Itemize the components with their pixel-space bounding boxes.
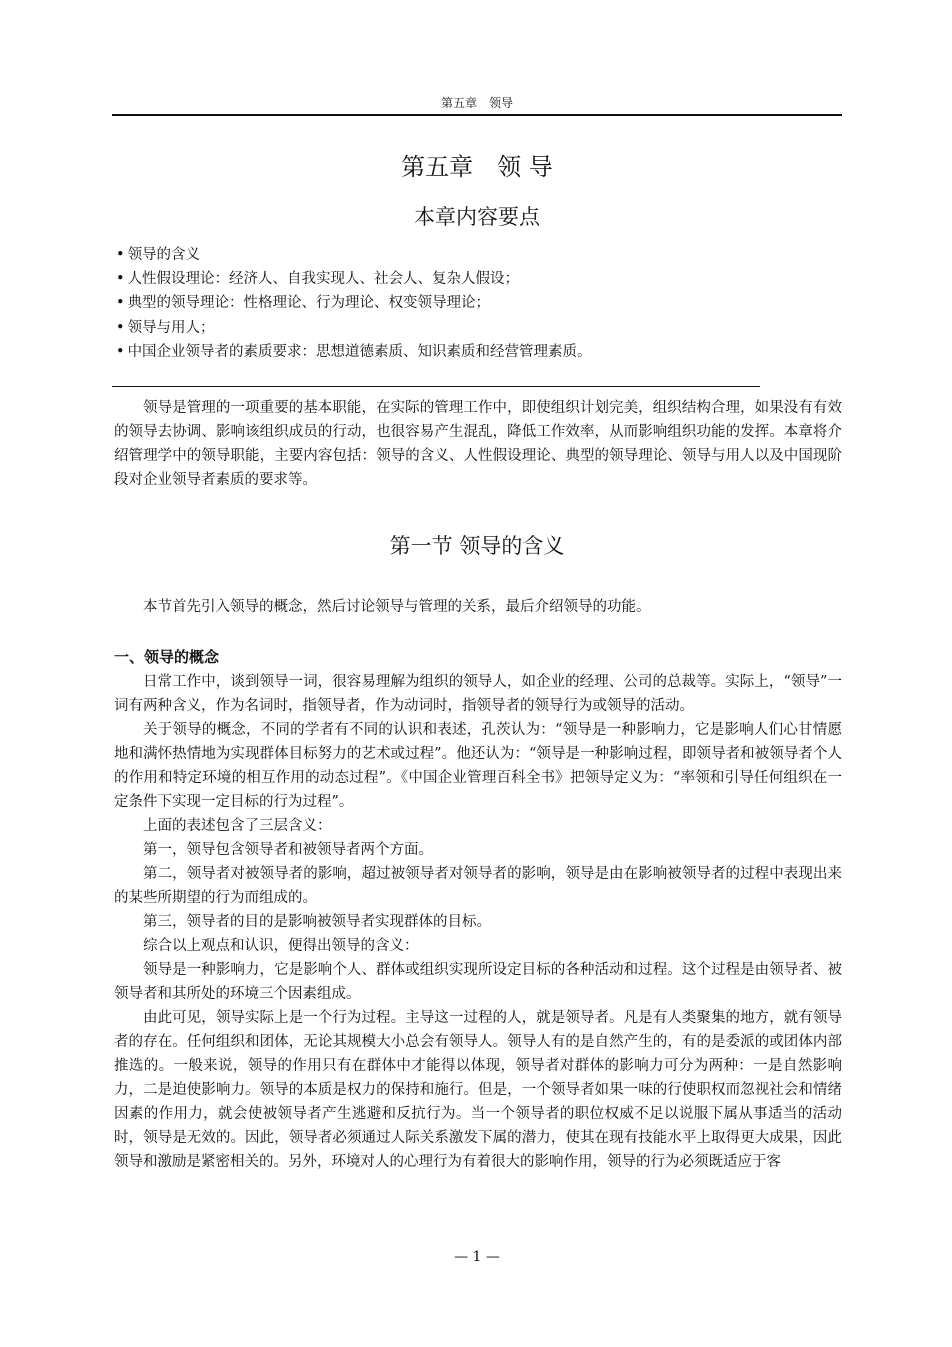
key-point-item: • 领导与用人； bbox=[116, 316, 816, 340]
key-point-item: • 领导的含义 bbox=[116, 243, 816, 267]
chapter-subtitle: 本章内容要点 bbox=[414, 205, 540, 229]
running-header: 第五章 领导 bbox=[440, 96, 513, 110]
key-point-item: • 人性假设理论：经济人、自我实现人、社会人、复杂人假设； bbox=[116, 267, 816, 291]
key-point-item: • 中国企业领导者的素质要求：思想道德素质、知识素质和经营管理素质。 bbox=[116, 340, 816, 364]
section-intro bbox=[114, 595, 842, 619]
page-number: — 1 — bbox=[454, 1249, 500, 1265]
subsection-body bbox=[114, 670, 842, 1174]
key-points-list bbox=[116, 243, 816, 364]
summary-divider bbox=[112, 386, 760, 387]
body-paragraph: 日常工作中，谈到领导一词，很容易理解为组织的领导人，如企业的经理、公司的总裁等。实际上，“领导”一词有两种含义，作为名词时，指领导者，作为动词时，指领导者的领导行为或领导的活动。 bbox=[114, 674, 842, 714]
body-paragraph: 第三，领导者的目的是影响被领导者实现群体的目标。 bbox=[143, 914, 491, 930]
chapter-title: 第五章 领 导 bbox=[401, 153, 553, 181]
body-paragraph: 第一，领导包含领导者和被领导者两个方面。 bbox=[143, 842, 433, 858]
intro-paragraph: 领导是管理的一项重要的基本职能，在实际的管理工作中，即使组织计划完美，组织结构合理，如果没有有效的领导去协调、影响该组织成员的行动，也很容易产生混乱，降低工作效率，从而影响组织功能的发挥。本章将介绍管理学中的领导职能，主要内容包括：领导的含义、人性假设理论、典型的领导理论、领导与用人以及中国现阶段对企业领导者素质的要求等。 bbox=[114, 400, 842, 488]
body-paragraph: 第二，领导者对被领导者的影响，超过被领导者对领导者的影响，领导是由在影响被领导者的过程中表现出来的某些所期望的行为而组成的。 bbox=[114, 866, 842, 906]
body-paragraph: 综合以上观点和认识，便得出领导的含义： bbox=[143, 938, 419, 954]
header-rule bbox=[112, 114, 842, 116]
body-paragraph: 由此可见，领导实际上是一个行为过程。主导这一过程的人，就是领导者。凡是有人类聚集的地方，就有领导者的存在。任何组织和团体，无论其规模大小总会有领导人。领导人有的是自然产生的，有的是委派的或团体内部推选的。一般来说，领导的作用只有在群体中才能得以体现，领导者对群体的影响力可分为两种：一是自然影响力，二是迫使影响力。领导的本质是权力的保持和施行。但是，一个领导者如果一味的行使职权而忽视社会和情绪因素的作用力，就会使被领导者产生逃避和反抗行为。当一个领导者的职位权威不足以说服下属从事适当的活动时，领导是无效的。因此，领导者必须通过人际关系激发下属的潜力，使其在现有技能水平上取得更大成果，因此领导和激励是紧密相关的。另外，环境对人的心理行为有着很大的影响作用，领导的行为必须既适应于客 bbox=[114, 1010, 842, 1170]
section-title: 第一节 领导的含义 bbox=[389, 534, 565, 558]
key-point-item: • 典型的领导理论：性格理论、行为理论、权变领导理论； bbox=[116, 291, 816, 315]
subsection-heading: 一、领导的概念 bbox=[114, 648, 220, 666]
body-paragraph: 关于领导的概念，不同的学者有不同的认识和表述，孔茨认为：“领导是一种影响力，它是影响人们心甘情愿地和满怀热情地为实现群体目标努力的艺术或过程”。他还认为：“领导是一种影响过程，即领导者和被领导者个人的作用和特定环境的相互作用的动态过程”。《中国企业管理百科全书》把领导定义为：“率领和引导任何组织在一定条件下实现一定目标的行为过程”。 bbox=[114, 722, 842, 810]
body-paragraph: 领导是一种影响力，它是影响个人、群体或组织实现所设定目标的各种活动和过程。这个过程是由领导者、被领导者和其所处的环境三个因素组成。 bbox=[114, 962, 842, 1002]
body-paragraph: 上面的表述包含了三层含义： bbox=[143, 818, 332, 834]
section-intro-paragraph: 本节首先引入领导的概念，然后讨论领导与管理的关系，最后介绍领导的功能。 bbox=[143, 599, 651, 615]
chapter-intro bbox=[114, 396, 842, 492]
